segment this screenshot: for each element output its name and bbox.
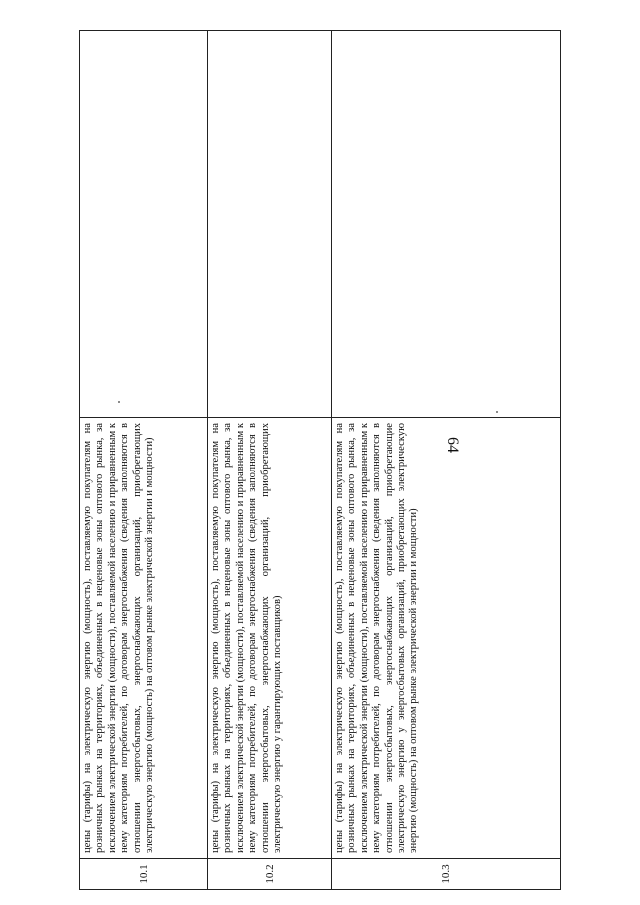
row-number: 10.3 [332, 859, 561, 890]
row-value-cell [80, 31, 208, 418]
table-row-10-3 [332, 31, 561, 890]
row-value-cell [208, 31, 332, 418]
table-row-10-1 [80, 31, 208, 890]
table-row-10-2 [208, 31, 332, 890]
rotated-table-container [79, 30, 560, 890]
row-description: цены (тарифы) на электрическую энергию (мощность), поставляемую покупателям на розничных рынках на территориях, объединенных в неценовые зоны оптового рынка, за исключением электрической энергии (мощности), поставляемой населению и приравненным к нему категориям потребителей, по договорам энергоснабжения (сведения заполняются в отношении энергосбытовых, энергоснабжающих организаций, приобретающие электрическую энергию у энергосбытовых организаций, приобретающих электрическую энергию (мощность) на оптовом рынке электрической энергии и мощности) [332, 418, 561, 859]
tariff-table [79, 30, 561, 890]
row-description: цены (тарифы) на электрическую энергию (мощность), поставляемую покупателям на розничных рынках на территориях, объединенных в неценовые зоны оптового рынка, за исключением электрической энергии (мощности), поставляемой населению и приравненным к нему категориям потребителей, по договорам энергоснабжения (сведения заполняются в отношении энергосбытовых, энергоснабжающих организаций, приобретающих электрическую энергию (мощность) на оптовом рынке электрической энергии и мощности) [80, 418, 208, 859]
row-number: 10.1 [80, 859, 208, 890]
page-number: 64 [444, 437, 461, 453]
row-number: 10.2 [208, 859, 332, 890]
row-description: цены (тарифы) на электрическую энергию (мощность), поставляемую покупателям на розничных рынках на территориях, объединенных в неценовые зоны оптового рынка, за исключением электрической энергии (мощности), поставляемой населению и приравненным к нему категориям потребителей, по договорам энергоснабжения (сведения заполняются в отношении энергосбытовых, энергоснабжающих организаций, приобретающих электрическую энергию у гарантирующих поставщиков) [208, 418, 332, 859]
row-value-cell [332, 31, 561, 418]
